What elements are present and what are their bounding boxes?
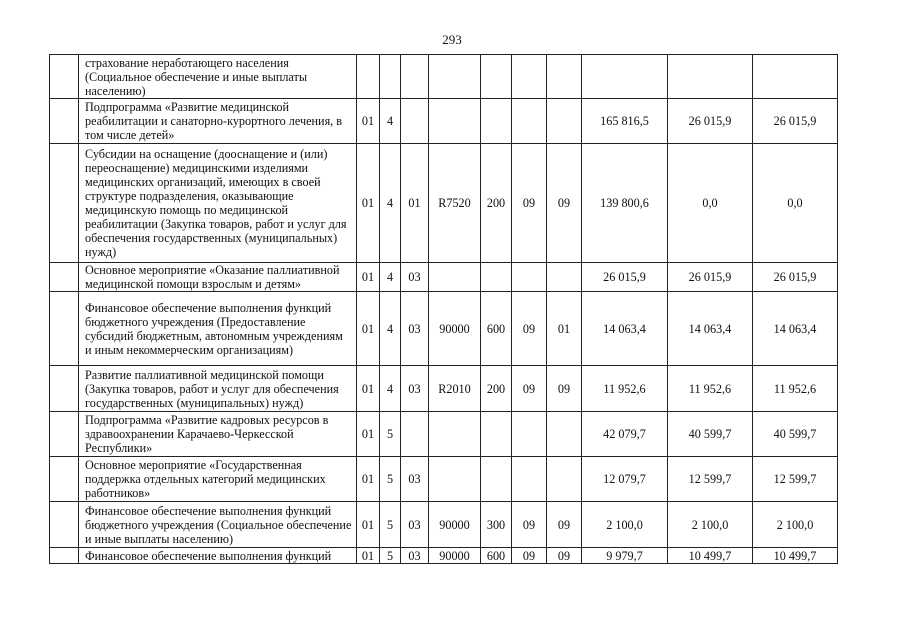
row-name: Субсидии на оснащение (дооснащение и (или) переоснащение) медицинскими изделиями медицинских организаций, имеющих в своей структуре подразделения, оказывающие медицинскую помощь по медицинской реабилитации (Закупка товаров, работ и услуг для обеспечения государственных (муниципальных) нужд) bbox=[79, 144, 357, 263]
table-row bbox=[50, 99, 838, 144]
amount-cell: 14 063,4 bbox=[753, 292, 838, 366]
amount-cell: 11 952,6 bbox=[668, 366, 753, 412]
table-row bbox=[50, 457, 838, 502]
code-cell bbox=[481, 457, 512, 502]
code-cell bbox=[512, 99, 547, 144]
code-cell: 03 bbox=[401, 548, 429, 564]
code-cell: 03 bbox=[401, 502, 429, 548]
table-row bbox=[50, 412, 838, 457]
code-cell bbox=[547, 55, 582, 99]
budget-table bbox=[49, 54, 838, 564]
amount-cell: 139 800,6 bbox=[582, 144, 668, 263]
code-cell bbox=[481, 263, 512, 292]
empty-cell bbox=[50, 55, 79, 99]
row-name: Финансовое обеспечение выполнения функций бюджетного учреждения (Предоставление субсидий бюджетным, автономным учреждениям и иным некоммерческим организациям) bbox=[79, 292, 357, 366]
code-cell: 90000 bbox=[429, 502, 481, 548]
row-name: Основное мероприятие «Оказание паллиативной медицинской помощи взрослым и детям» bbox=[79, 263, 357, 292]
code-cell bbox=[547, 457, 582, 502]
code-cell: 4 bbox=[380, 144, 401, 263]
empty-cell bbox=[50, 292, 79, 366]
code-cell: 90000 bbox=[429, 292, 481, 366]
amount-cell: 11 952,6 bbox=[582, 366, 668, 412]
row-name: Подпрограмма «Развитие кадровых ресурсов в здравоохранении Карачаево-Черкесской Республики» bbox=[79, 412, 357, 457]
empty-cell bbox=[50, 99, 79, 144]
amount-cell: 12 599,7 bbox=[753, 457, 838, 502]
amount-cell: 26 015,9 bbox=[668, 263, 753, 292]
code-cell: 4 bbox=[380, 292, 401, 366]
code-cell bbox=[481, 99, 512, 144]
code-cell: 09 bbox=[512, 292, 547, 366]
amount-cell: 10 499,7 bbox=[668, 548, 753, 564]
code-cell: 01 bbox=[357, 502, 380, 548]
code-cell: 03 bbox=[401, 366, 429, 412]
code-cell: 300 bbox=[481, 502, 512, 548]
code-cell: 01 bbox=[357, 457, 380, 502]
code-cell: 01 bbox=[357, 412, 380, 457]
code-cell: 09 bbox=[547, 502, 582, 548]
code-cell bbox=[512, 263, 547, 292]
amount-cell: 12 599,7 bbox=[668, 457, 753, 502]
code-cell: 09 bbox=[547, 144, 582, 263]
table-row bbox=[50, 55, 838, 99]
code-cell bbox=[429, 99, 481, 144]
amount-cell: 11 952,6 bbox=[753, 366, 838, 412]
row-name: Развитие паллиативной медицинской помощи (Закупка товаров, работ и услуг для обеспечения государственных (муниципальных) нужд) bbox=[79, 366, 357, 412]
code-cell bbox=[401, 412, 429, 457]
empty-cell bbox=[50, 366, 79, 412]
code-cell bbox=[512, 412, 547, 457]
amount-cell: 26 015,9 bbox=[668, 99, 753, 144]
page-number: 293 bbox=[442, 32, 462, 47]
code-cell bbox=[429, 457, 481, 502]
amount-cell: 2 100,0 bbox=[668, 502, 753, 548]
code-cell: 09 bbox=[512, 502, 547, 548]
table-row bbox=[50, 263, 838, 292]
amount-cell: 14 063,4 bbox=[668, 292, 753, 366]
code-cell: 01 bbox=[357, 292, 380, 366]
empty-cell bbox=[50, 502, 79, 548]
code-cell: 09 bbox=[512, 144, 547, 263]
code-cell bbox=[481, 55, 512, 99]
code-cell: 01 bbox=[357, 263, 380, 292]
code-cell: 4 bbox=[380, 366, 401, 412]
code-cell bbox=[547, 263, 582, 292]
amount-cell: 0,0 bbox=[753, 144, 838, 263]
code-cell bbox=[429, 412, 481, 457]
empty-cell bbox=[50, 412, 79, 457]
row-name: Основное мероприятие «Государственная поддержка отдельных категорий медицинских работников» bbox=[79, 457, 357, 502]
code-cell bbox=[429, 55, 481, 99]
empty-cell bbox=[50, 457, 79, 502]
code-cell: 03 bbox=[401, 263, 429, 292]
code-cell: 09 bbox=[547, 366, 582, 412]
amount-cell: 26 015,9 bbox=[753, 263, 838, 292]
table-row bbox=[50, 366, 838, 412]
code-cell: 600 bbox=[481, 292, 512, 366]
code-cell: 90000 bbox=[429, 548, 481, 564]
amount-cell: 42 079,7 bbox=[582, 412, 668, 457]
amount-cell: 9 979,7 bbox=[582, 548, 668, 564]
code-cell: 600 bbox=[481, 548, 512, 564]
table-row bbox=[50, 502, 838, 548]
table-row bbox=[50, 292, 838, 366]
code-cell: 03 bbox=[401, 292, 429, 366]
code-cell bbox=[429, 263, 481, 292]
amount-cell: 14 063,4 bbox=[582, 292, 668, 366]
amount-cell bbox=[668, 55, 753, 99]
code-cell: R7520 bbox=[429, 144, 481, 263]
code-cell: 4 bbox=[380, 99, 401, 144]
code-cell: 03 bbox=[401, 457, 429, 502]
code-cell: 200 bbox=[481, 144, 512, 263]
amount-cell: 2 100,0 bbox=[753, 502, 838, 548]
empty-cell bbox=[50, 548, 79, 564]
amount-cell: 12 079,7 bbox=[582, 457, 668, 502]
code-cell bbox=[380, 55, 401, 99]
code-cell: 200 bbox=[481, 366, 512, 412]
amount-cell bbox=[753, 55, 838, 99]
empty-cell bbox=[50, 144, 79, 263]
row-name: страхование неработающего населения (Социальное обеспечение и иные выплаты населению) bbox=[79, 55, 357, 99]
table-row bbox=[50, 548, 838, 564]
code-cell bbox=[512, 55, 547, 99]
code-cell: 5 bbox=[380, 457, 401, 502]
code-cell: 5 bbox=[380, 502, 401, 548]
code-cell: 01 bbox=[357, 548, 380, 564]
table-row bbox=[50, 144, 838, 263]
amount-cell: 2 100,0 bbox=[582, 502, 668, 548]
code-cell: 09 bbox=[512, 366, 547, 412]
code-cell bbox=[357, 55, 380, 99]
amount-cell: 10 499,7 bbox=[753, 548, 838, 564]
row-name: Финансовое обеспечение выполнения функций бюджетного учреждения (Социальное обеспечение и иные выплаты населению) bbox=[79, 502, 357, 548]
amount-cell: 40 599,7 bbox=[753, 412, 838, 457]
code-cell bbox=[547, 412, 582, 457]
amount-cell: 165 816,5 bbox=[582, 99, 668, 144]
code-cell: 01 bbox=[357, 366, 380, 412]
code-cell: 01 bbox=[547, 292, 582, 366]
code-cell bbox=[481, 412, 512, 457]
code-cell: 01 bbox=[357, 144, 380, 263]
amount-cell: 0,0 bbox=[668, 144, 753, 263]
code-cell: 4 bbox=[380, 263, 401, 292]
row-name: Финансовое обеспечение выполнения функций bbox=[79, 548, 357, 564]
row-name: Подпрограмма «Развитие медицинской реабилитации и санаторно-курортного лечения, в том числе детей» bbox=[79, 99, 357, 144]
amount-cell: 26 015,9 bbox=[753, 99, 838, 144]
code-cell bbox=[512, 457, 547, 502]
amount-cell bbox=[582, 55, 668, 99]
code-cell: R2010 bbox=[429, 366, 481, 412]
code-cell: 01 bbox=[357, 99, 380, 144]
code-cell: 09 bbox=[512, 548, 547, 564]
code-cell bbox=[401, 55, 429, 99]
code-cell bbox=[547, 99, 582, 144]
code-cell: 09 bbox=[547, 548, 582, 564]
code-cell: 5 bbox=[380, 412, 401, 457]
code-cell bbox=[401, 99, 429, 144]
empty-cell bbox=[50, 263, 79, 292]
amount-cell: 26 015,9 bbox=[582, 263, 668, 292]
code-cell: 5 bbox=[380, 548, 401, 564]
amount-cell: 40 599,7 bbox=[668, 412, 753, 457]
code-cell: 01 bbox=[401, 144, 429, 263]
